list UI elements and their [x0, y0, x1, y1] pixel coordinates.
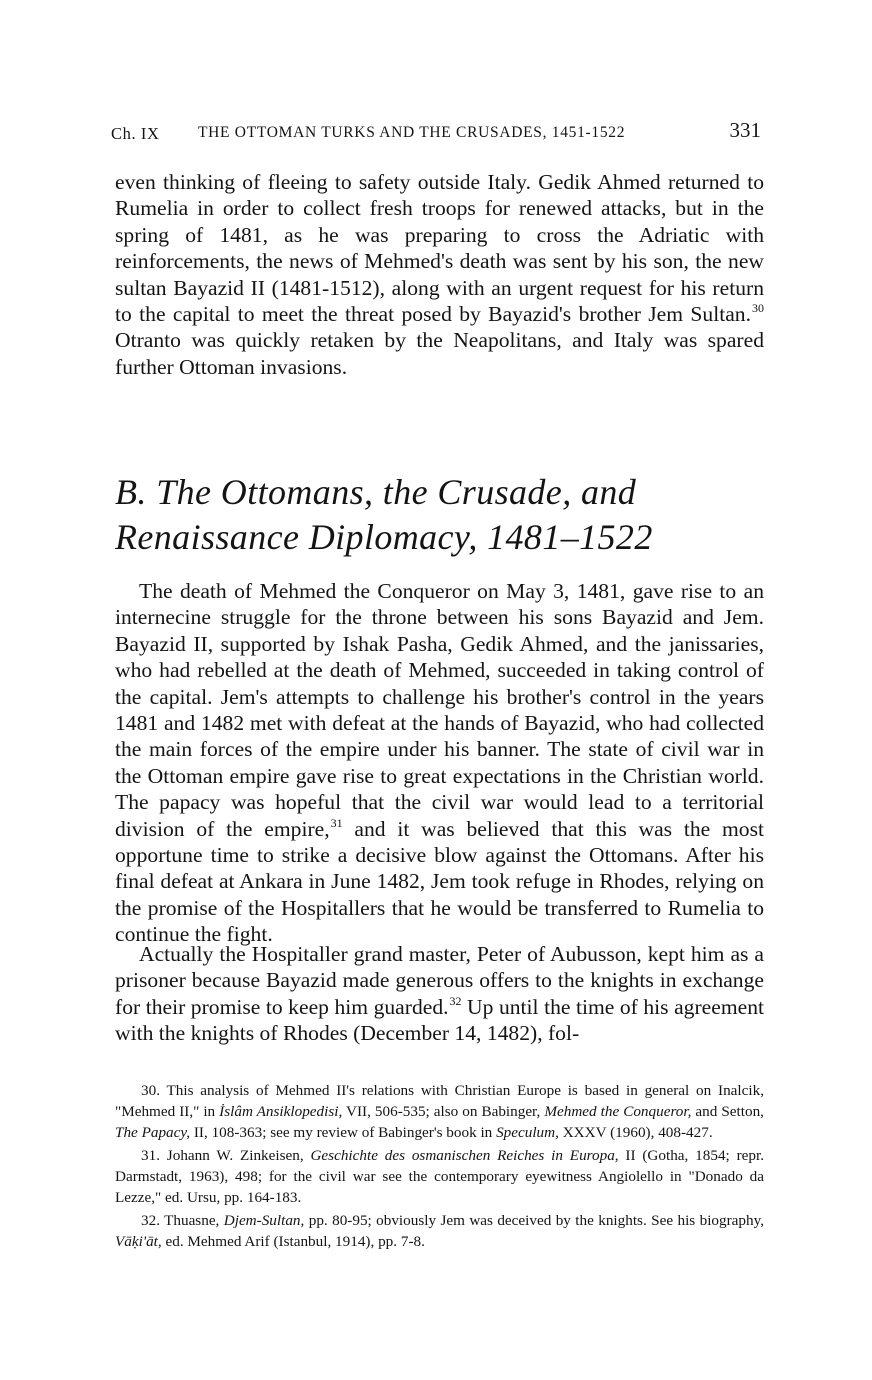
footnote-ref-31[interactable]: 31 [330, 815, 343, 830]
footnote-32 [115, 1210, 764, 1252]
footnote-text: II (Gotha, 1854; repr. Darmstadt, 1963), 498; for the civil war see the contemporary eyewitness Angiolello in "Donado da Lezze," ed. Ursu, pp. 164-183. [115, 1147, 764, 1206]
footnote-title: İslâm Ansiklopedisi, [219, 1103, 343, 1120]
footnotes [115, 1080, 764, 1254]
footnote-text: 32. Thuasne, [141, 1212, 224, 1229]
paragraph-text: The death of Mehmed the Conqueror on May 3, 1481, gave rise to an internecine struggle for the throne between his sons Bayazid and Jem. Bayazid II, supported by Ishak Pasha, Gedik Ahmed, and the janissaries, who had rebelled at the death of Mehmed, succeeded in taking control of the capital. Jem's attempts to challenge his brother's control in the years 1481 and 1482 met with defeat at the hands of Bayazid, who had collected the main forces of the empire under his banner. The state of civil war in the Ottoman empire gave rise to great expectations in the Christian world. The papacy was hopeful that the civil war would lead to a territorial division of the empire, [115, 579, 764, 841]
footnote-title: Mehmed the Conqueror, [544, 1103, 692, 1120]
running-head [111, 118, 767, 148]
section-heading-line-1: B. The Ottomans, the Crusade, and [115, 472, 637, 512]
paragraph-text: and it was believed that this was the most opportune time to strike a decisive blow against the Ottomans. After his final defeat at Ankara in June 1482, Jem took refuge in Rhodes, relying on the promise of the Hospitallers that he would be transferred to Rumelia to continue the fight. [115, 816, 764, 947]
page-number: 331 [729, 118, 761, 142]
paragraph-3 [115, 941, 764, 1047]
footnote-text: and Setton, [691, 1103, 764, 1120]
footnote-text: VII, 506-535; also on Babinger, [342, 1103, 545, 1120]
footnote-title: Speculum, [496, 1124, 559, 1141]
footnote-30 [115, 1080, 764, 1143]
paragraph-text: Actually the Hospitaller grand master, Peter of Aubusson, kept him as a prisoner because Bayazid made generous offers to the knights in exchange for their promise to keep him guarded. [115, 942, 764, 1019]
running-title: THE OTTOMAN TURKS AND THE CRUSADES, 1451-1522 [198, 124, 626, 141]
footnote-text: ed. Mehmed Arif (Istanbul, 1914), pp. 7-8. [161, 1233, 425, 1250]
footnote-text: 31. Johann W. Zinkeisen, [141, 1147, 311, 1164]
paragraph-text: even thinking of fleeing to safety outside Italy. Gedik Ahmed returned to Rumelia in order to collect fresh troops for renewed attacks, but in the spring of 1481, as he was preparing to cross the Adriatic with reinforcements, the news of Mehmed's death was sent by his son, the new sultan Bayazid II (1481-1512), along with an urgent request for his return to the capital to meet the threat posed by Bayazid's brother Jem Sultan. [115, 170, 764, 327]
section-heading-line-2: Renaissance Diplomacy, 1481–1522 [115, 517, 653, 557]
footnote-title: Vāḳi'āt, [115, 1233, 162, 1250]
footnote-ref-30[interactable]: 30 [752, 301, 764, 316]
footnote-text: 30. This analysis of Mehmed II's relations with Christian Europe is based in general on Inalcik, "Mehmed II," in [115, 1082, 764, 1120]
footnote-ref-32[interactable]: 32 [449, 993, 462, 1008]
paragraph-continued [115, 169, 764, 380]
paragraph-2 [115, 578, 764, 948]
footnote-title: Djem-Sultan, [223, 1212, 305, 1229]
footnote-title: The Papacy, [115, 1124, 191, 1141]
footnote-text: pp. 80-95; obviously Jem was deceived by the knights. See his biography, [304, 1212, 764, 1229]
footnote-text: II, 108-363; see my review of Babinger's book in [190, 1124, 497, 1141]
footnote-title: Geschichte des osmanischen Reiches in Europa, [310, 1147, 619, 1164]
paragraph-text: Otranto was quickly retaken by the Neapolitans, and Italy was spared further Ottoman invasions. [115, 328, 764, 379]
chapter-label: Ch. IX [111, 124, 160, 143]
paragraph-text: Up until the time of his agreement with the knights of Rhodes (December 14, 1482), fol- [115, 994, 765, 1046]
footnote-31 [115, 1145, 764, 1208]
section-heading [115, 470, 755, 560]
footnote-text: XXXV (1960), 408-427. [558, 1124, 713, 1141]
